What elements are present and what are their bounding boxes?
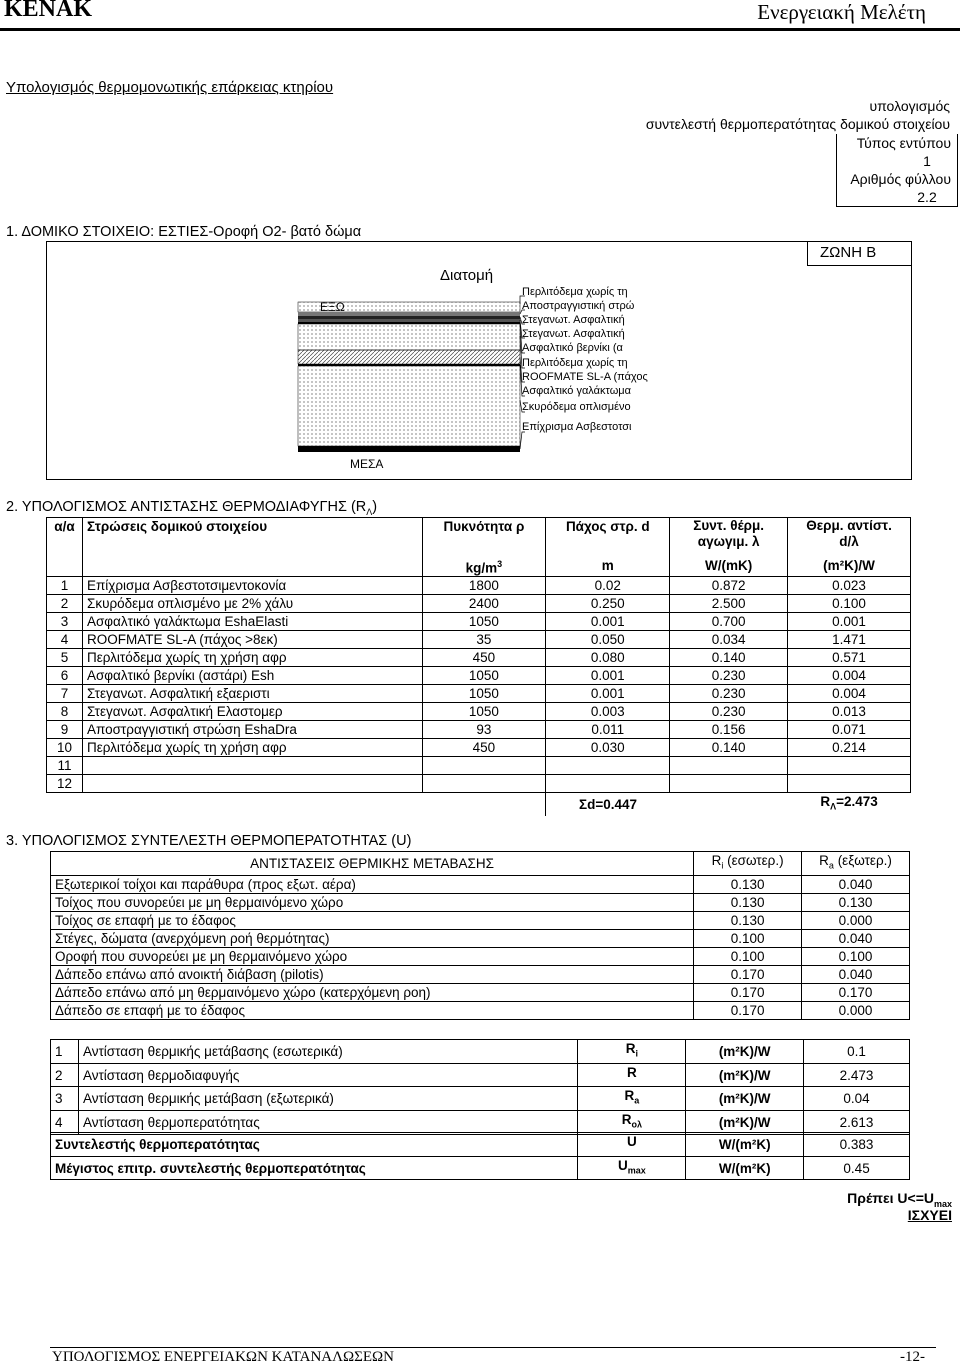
diagram-layer-labels xyxy=(522,286,682,435)
row-no: 3 xyxy=(47,613,83,631)
table-row xyxy=(47,775,911,793)
row-layer-name: Περλιτόδεμα χωρίς τη χρήση αφρ xyxy=(82,649,422,667)
u-table xyxy=(50,1132,910,1180)
u-name: Συντελεστής θερμοπερατότητας xyxy=(51,1133,578,1157)
layer-membrane-1 xyxy=(298,316,520,319)
transfer-ra: 0.040 xyxy=(802,965,910,983)
table-row xyxy=(47,739,911,757)
ri-header: $R_i$ (εσωτερ.) xyxy=(694,852,802,876)
row-density xyxy=(422,775,546,793)
outside-label: ΕΞΩ xyxy=(320,300,345,314)
row-density xyxy=(422,757,546,775)
table-row xyxy=(51,893,910,911)
transfer-ri: 0.130 xyxy=(694,875,802,893)
row-density: 93 xyxy=(422,721,546,739)
row-density: 1050 xyxy=(422,613,546,631)
layer-label: Στεγανωτ. Ασφαλτική xyxy=(522,314,625,326)
layer-label: Σκυρόδεμα οπλισμένο xyxy=(522,401,631,413)
inside-label: ΜΕΣΑ xyxy=(350,457,384,471)
table-row xyxy=(51,875,910,893)
summary-symbol: $R_i$ xyxy=(578,1040,686,1064)
form-type-value: 1 xyxy=(923,153,931,169)
transfer-ra: 0.130 xyxy=(802,893,910,911)
row-layer-name: Αποστραγγιστική στρώση EshaDra xyxy=(82,721,422,739)
transfer-header: ΑΝΤΙΣΤΑΣΕΙΣ ΘΕΡΜΙΚΗΣ ΜΕΤΑΒΑΣΗΣ xyxy=(51,852,694,876)
row-resistance: 1.471 xyxy=(788,631,911,649)
transfer-case: Στέγες, δώματα (ανερχόμενη ροή θερμότητας) xyxy=(51,929,694,947)
row-lambda: 2.500 xyxy=(670,595,788,613)
transfer-ri: 0.130 xyxy=(694,893,802,911)
table-row xyxy=(51,1156,910,1180)
layer-label: Ασφαλτικό γαλάκτωμα xyxy=(522,385,631,397)
table-row xyxy=(51,911,910,929)
conclusion-line1: Πρέπει $U<=U_{max}$ xyxy=(847,1190,952,1209)
section2-title-close: ) xyxy=(372,499,378,515)
summary-no: 1 xyxy=(51,1040,79,1064)
summary-symbol: $R_a$ xyxy=(578,1087,686,1111)
row-density: 450 xyxy=(422,649,546,667)
u-name: Μέγιστος επιτρ. συντελεστής θερμοπερατότητας xyxy=(51,1156,578,1180)
table-row xyxy=(51,1001,910,1019)
unit-thickness: m xyxy=(546,556,670,577)
transfer-ra: 0.040 xyxy=(802,929,910,947)
row-thickness xyxy=(546,757,670,775)
summary-value: 0.1 xyxy=(804,1040,910,1064)
layer-label: Περλιτόδεμα χωρίς τη xyxy=(522,357,628,369)
u-value: 0.383 xyxy=(804,1133,910,1157)
row-no: 11 xyxy=(47,757,83,775)
transfer-case: Δάπεδο επάνω από ανοικτή διάβαση (pilotis) xyxy=(51,965,694,983)
zone-label: ΖΩΝΗ Β xyxy=(820,244,877,261)
summary-name: Αντίσταση θερμοδιαφυγής xyxy=(78,1063,577,1087)
table-row xyxy=(47,757,911,775)
header-left: KENAK xyxy=(4,0,93,22)
row-thickness: 0.001 xyxy=(546,685,670,703)
row-density: 1050 xyxy=(422,685,546,703)
table-row xyxy=(51,965,910,983)
row-resistance: 0.004 xyxy=(788,685,911,703)
row-no: 8 xyxy=(47,703,83,721)
conclusion-status: ΙΣΧΥΕΙ xyxy=(907,1207,952,1223)
row-resistance: 0.071 xyxy=(788,721,911,739)
table-row xyxy=(47,649,911,667)
layers-table xyxy=(46,517,911,816)
transfer-ri: 0.170 xyxy=(694,1001,802,1019)
row-thickness: 0.02 xyxy=(546,577,670,595)
row-density: 1050 xyxy=(422,703,546,721)
form-type-label: Τύπος εντύπου xyxy=(856,135,951,151)
u-symbol: $U_{max}$ xyxy=(578,1156,686,1180)
calc-title-2: συντελεστή θερμοπερατότητας δομικού στοιχείου xyxy=(645,116,950,132)
row-no: 7 xyxy=(47,685,83,703)
ra-header: $R_a$ (εξωτερ.) xyxy=(802,852,910,876)
row-layer-name: Στεγανωτ. Ασφαλτική Ελαστομερ xyxy=(82,703,422,721)
summary-unit: (m²K)/W xyxy=(686,1040,804,1064)
transfer-ra: 0.040 xyxy=(802,875,910,893)
summary-name: Αντίσταση θερμικής μετάβαση (εξωτερικά) xyxy=(78,1087,577,1111)
row-resistance xyxy=(788,757,911,775)
row-thickness: 0.080 xyxy=(546,649,670,667)
row-lambda: 0.230 xyxy=(670,703,788,721)
transfer-ri: 0.170 xyxy=(694,965,802,983)
row-no: 10 xyxy=(47,739,83,757)
row-layer-name: ROOFMATE SL-A (πάχος >8εκ) xyxy=(82,631,422,649)
transfer-case: Τοίχος που συνορεύει με μη θερμαινόμενο χώρο xyxy=(51,893,694,911)
table-row xyxy=(47,703,911,721)
layer-label: Αποστραγγιστική στρώ xyxy=(522,300,635,312)
summary-value: 2.473 xyxy=(804,1063,910,1087)
footer-page: -12- xyxy=(900,1349,925,1365)
col-res-1: Θερμ. αντίστ. xyxy=(806,518,892,533)
row-density: 450 xyxy=(422,739,546,757)
transfer-ra: 0.000 xyxy=(802,1001,910,1019)
row-resistance: 0.100 xyxy=(788,595,911,613)
transfer-case: Δάπεδο επάνω από μη θερμαινόμενο χώρο (κατερχόμενη ροη) xyxy=(51,983,694,1001)
layer-emulsion xyxy=(298,364,520,366)
row-no: 4 xyxy=(47,631,83,649)
row-thickness: 0.050 xyxy=(546,631,670,649)
layer-label: Στεγανωτ. Ασφαλτική xyxy=(522,328,625,340)
table-row xyxy=(51,1133,910,1157)
calc-title-1: υπολογισμός xyxy=(869,98,950,114)
table-row xyxy=(47,577,911,595)
summary-value: 2.613 xyxy=(804,1111,910,1135)
row-lambda: 0.230 xyxy=(670,685,788,703)
transfer-case: Τοίχος σε επαφή με το έδαφος xyxy=(51,911,694,929)
unit-res: (m²K)/W xyxy=(788,556,911,577)
row-density: 2400 xyxy=(422,595,546,613)
transfer-ra: 0.100 xyxy=(802,947,910,965)
layer-plaster xyxy=(298,446,520,452)
row-no: 1 xyxy=(47,577,83,595)
row-thickness: 0.030 xyxy=(546,739,670,757)
layer-roofmate xyxy=(298,350,520,364)
row-layer-name: Ασφαλτικό βερνίκι (αστάρι) Esh xyxy=(82,667,422,685)
section2-title-sub: Λ xyxy=(366,506,373,517)
header-rule xyxy=(0,28,960,31)
layer-label: Ασφαλτικό βερνίκι (α xyxy=(522,342,623,354)
row-lambda: 0.140 xyxy=(670,649,788,667)
layer-concrete xyxy=(298,366,520,446)
summary-unit: (m²K)/W xyxy=(686,1063,804,1087)
row-no: 5 xyxy=(47,649,83,667)
table-row xyxy=(51,1087,910,1111)
layer-label: Επίχρισμα Ασβεστοτσι xyxy=(522,421,632,433)
row-resistance: 0.571 xyxy=(788,649,911,667)
table-row xyxy=(51,947,910,965)
table-row xyxy=(47,667,911,685)
row-layer-name xyxy=(82,775,422,793)
row-lambda: 0.140 xyxy=(670,739,788,757)
table-row xyxy=(51,1040,910,1064)
section3-title: 3. ΥΠΟΛΟΓΙΣΜΟΣ ΣΥΝΤΕΛΕΣΤΗ ΘΕΡΜΟΠΕΡΑΤΟΤΗΤΑΣ (U) xyxy=(6,833,412,849)
row-layer-name: Σκυρόδεμα οπλισμένο με 2% χάλυ xyxy=(82,595,422,613)
row-lambda: 0.872 xyxy=(670,577,788,595)
summary-symbol: $R_{o\lambda}$ xyxy=(578,1111,686,1135)
row-no: 9 xyxy=(47,721,83,739)
row-thickness: 0.001 xyxy=(546,613,670,631)
unit-density: $kg/m^3$ xyxy=(422,556,546,577)
col-no: α/α xyxy=(47,518,83,556)
row-resistance xyxy=(788,775,911,793)
row-lambda xyxy=(670,775,788,793)
section2-title-text: 2. ΥΠΟΛΟΓΙΣΜΟΣ ΑΝΤΙΣΤΑΣΗΣ ΘΕΡΜΟΔΙΑΦΥΓΗΣ (R xyxy=(6,499,367,515)
row-layer-name: Ασφαλτικό γαλάκτωμα EshaElasti xyxy=(82,613,422,631)
row-resistance: 0.013 xyxy=(788,703,911,721)
sheet-value: 2.2 xyxy=(917,189,937,205)
row-layer-name xyxy=(82,757,422,775)
row-resistance: 0.214 xyxy=(788,739,911,757)
row-density: 35 xyxy=(422,631,546,649)
summary-symbol: R xyxy=(578,1063,686,1087)
row-density: 1050 xyxy=(422,667,546,685)
table-row xyxy=(51,929,910,947)
transfer-case: Οροφή που συνορεύει με μη θερμαινόμενο χώρο xyxy=(51,947,694,965)
u-unit: W/(m²K) xyxy=(686,1133,804,1157)
table-row xyxy=(51,1063,910,1087)
summary-name: Αντίσταση θερμοπερατότητας xyxy=(78,1111,577,1135)
col-lambda-1: Συντ. θέρμ. xyxy=(693,518,765,533)
u-symbol: U xyxy=(578,1133,686,1157)
summary-no: 3 xyxy=(51,1087,79,1111)
row-lambda xyxy=(670,757,788,775)
transfer-ra: 0.170 xyxy=(802,983,910,1001)
row-thickness: 0.001 xyxy=(546,667,670,685)
col-layer: Στρώσεις δομικού στοιχείου xyxy=(82,518,422,556)
transfer-ri: 0.170 xyxy=(694,983,802,1001)
u-value: 0.45 xyxy=(804,1156,910,1180)
layer-perlite xyxy=(298,324,520,350)
row-no: 2 xyxy=(47,595,83,613)
section1-title: 1. ΔΟΜΙΚΟ ΣΤΟΙΧΕΙΟ: ΕΣΤΙΕΣ-Οροφή Ο2- βατό δώμα xyxy=(6,224,362,240)
footer-rule xyxy=(50,1347,936,1348)
row-resistance: 0.004 xyxy=(788,667,911,685)
unit-lambda: W/(mK) xyxy=(670,556,788,577)
table-row xyxy=(51,983,910,1001)
transfer-ri: 0.130 xyxy=(694,911,802,929)
summary-unit: (m²K)/W xyxy=(686,1111,804,1135)
col-lambda xyxy=(670,518,788,556)
u-unit: W/(m²K) xyxy=(686,1156,804,1180)
form-info-box xyxy=(836,134,958,207)
footer-left: ΥΠΟΛΟΓΙΣΜΟΣ ΕΝΕΡΓΕΙΑΚΩΝ ΚΑΤΑΝΑΛΩΣΕΩΝ xyxy=(52,1349,395,1365)
row-thickness: 0.003 xyxy=(546,703,670,721)
col-res xyxy=(788,518,911,556)
col-res-2: d/λ xyxy=(839,534,859,549)
transfer-case: Δάπεδο σε επαφή με το έδαφος xyxy=(51,1001,694,1019)
row-lambda: 0.230 xyxy=(670,667,788,685)
row-density: 1800 xyxy=(422,577,546,595)
section2-title xyxy=(6,499,377,517)
transfer-table xyxy=(50,851,910,1020)
col-density: Πυκνότητα ρ xyxy=(422,518,546,556)
row-thickness xyxy=(546,775,670,793)
sum-r: $R_\Lambda=2.473$ xyxy=(788,793,911,816)
summary-table xyxy=(50,1039,910,1135)
layer-label: Περλιτόδεμα χωρίς τη xyxy=(522,286,628,298)
table-row xyxy=(51,1111,910,1135)
table-row xyxy=(47,721,911,739)
diagram-title: Διατομή xyxy=(440,267,494,284)
row-layer-name: Στεγανωτ. Ασφαλτική εξαεριστι xyxy=(82,685,422,703)
summary-name: Αντίσταση θερμικής μετάβασης (εσωτερικά) xyxy=(78,1040,577,1064)
row-thickness: 0.011 xyxy=(546,721,670,739)
summary-value: 0.04 xyxy=(804,1087,910,1111)
table-row xyxy=(47,595,911,613)
row-layer-name: Περλιτόδεμα χωρίς τη χρήση αφρ xyxy=(82,739,422,757)
summary-unit: (m²K)/W xyxy=(686,1087,804,1111)
page-title: Υπολογισμός θερμομονωτικής επάρκειας κτηρίου xyxy=(6,79,334,96)
sheet-label: Αριθμός φύλλου xyxy=(850,171,951,187)
row-lambda: 0.156 xyxy=(670,721,788,739)
transfer-case: Εξωτερικοί τοίχοι και παράθυρα (προς εξωτ. αέρα) xyxy=(51,875,694,893)
table-row xyxy=(47,685,911,703)
summary-no: 2 xyxy=(51,1063,79,1087)
row-layer-name: Επίχρισμα Ασβεστοτσιμεντοκονία xyxy=(82,577,422,595)
transfer-ra: 0.000 xyxy=(802,911,910,929)
col-thickness: Πάχος στρ. d xyxy=(546,518,670,556)
row-thickness: 0.250 xyxy=(546,595,670,613)
header-right: Ενεργειακή Μελέτη xyxy=(757,0,926,24)
cross-section-svg xyxy=(290,280,530,471)
summary-no: 4 xyxy=(51,1111,79,1135)
row-resistance: 0.001 xyxy=(788,613,911,631)
sum-d: Σd=0.447 xyxy=(546,793,670,816)
table-row xyxy=(47,631,911,649)
layer-membrane-2 xyxy=(298,319,520,322)
table-row xyxy=(47,613,911,631)
row-lambda: 0.700 xyxy=(670,613,788,631)
transfer-ri: 0.100 xyxy=(694,929,802,947)
row-lambda: 0.034 xyxy=(670,631,788,649)
transfer-ri: 0.100 xyxy=(694,947,802,965)
row-no: 12 xyxy=(47,775,83,793)
col-lambda-2: αγωγιμ. λ xyxy=(697,534,760,549)
layer-primer xyxy=(298,322,520,324)
layer-label: ROOFMATE SL-A (πάχος xyxy=(522,371,648,383)
row-no: 6 xyxy=(47,667,83,685)
row-resistance: 0.023 xyxy=(788,577,911,595)
